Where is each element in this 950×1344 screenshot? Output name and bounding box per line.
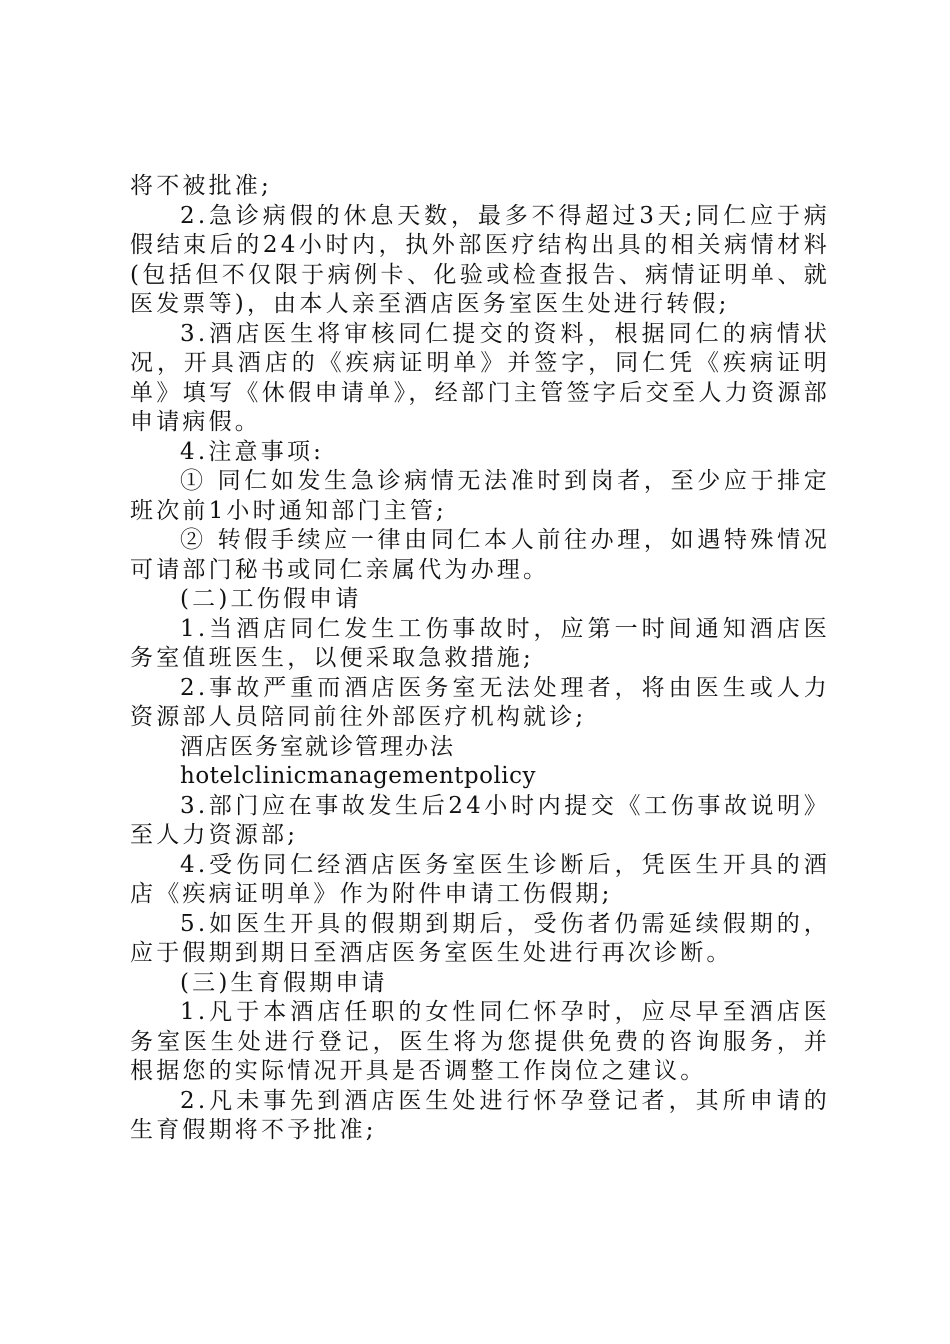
document-title-en: hotelclinicmanagementpolicy: [180, 763, 537, 789]
section-heading-maternity: (三)生育假期申请: [180, 969, 388, 996]
paragraph-note-2: ② 转假手续应一律由同仁本人前往办理，如遇特殊情况可请部门秘书或同仁亲属代为办理。: [130, 527, 830, 583]
paragraph-doctor-review: 3.酒店医生将审核同仁提交的资料，根据同仁的病情状况，开具酒店的《疾病证明单》并签字，同仁凭《疾病证明单》填写《休假申请单》，经部门主管签字后交至人力资源部申请病假。: [130, 320, 830, 435]
paragraph-maternity-unregistered: 2.凡未事先到酒店医生处进行怀孕登记者，其所申请的生育假期将不予批准;: [130, 1087, 830, 1143]
paragraph-injury-notify: 1.当酒店同仁发生工伤事故时，应第一时间通知酒店医务室值班医生，以便采取急救措施;: [130, 615, 830, 671]
section-heading-work-injury: (二)工伤假申请: [180, 586, 362, 612]
paragraph-continuation: 将不被批准;: [130, 173, 272, 199]
paragraph-notes-heading: 4.注意事项:: [180, 438, 325, 465]
paragraph-maternity-register: 1.凡于本酒店任职的女性同仁怀孕时，应尽早至酒店医务室医生处进行登记，医生将为您提供免费的咨询服务，并根据您的实际情况开具是否调整工作岗位之建议。: [130, 999, 830, 1084]
paragraph-emergency-sick-leave-days: 2.急诊病假的休息天数，最多不得超过3天;同仁应于病假结束后的24小时内，执外部医疗结构出具的相关病情材料(包括但不仅限于病例卡、化验或检查报告、病情证明单、就医发票等)，由本人亲至酒店医务室医生处进行转假;: [130, 202, 830, 317]
paragraph-injury-extension: 5.如医生开具的假期到期后，受伤者仍需延续假期的，应于假期到期日至酒店医务室医生处进行再次诊断。: [130, 910, 830, 966]
paragraph-injury-report: 3.部门应在事故发生后24小时内提交《工伤事故说明》至人力资源部;: [130, 792, 830, 848]
paragraph-injury-diagnosis: 4.受伤同仁经酒店医务室医生诊断后，凭医生开具的酒店《疾病证明单》作为附件申请工伤假期;: [130, 851, 830, 907]
document-title-cn: 酒店医务室就诊管理办法: [180, 733, 455, 760]
paragraph-injury-serious: 2.事故严重而酒店医务室无法处理者，将由医生或人力资源部人员陪同前往外部医疗机构就诊;: [130, 674, 830, 730]
document-body: [130, 172, 830, 1146]
paragraph-note-1: ① 同仁如发生急诊病情无法准时到岗者，至少应于排定班次前1小时通知部门主管;: [130, 468, 830, 524]
